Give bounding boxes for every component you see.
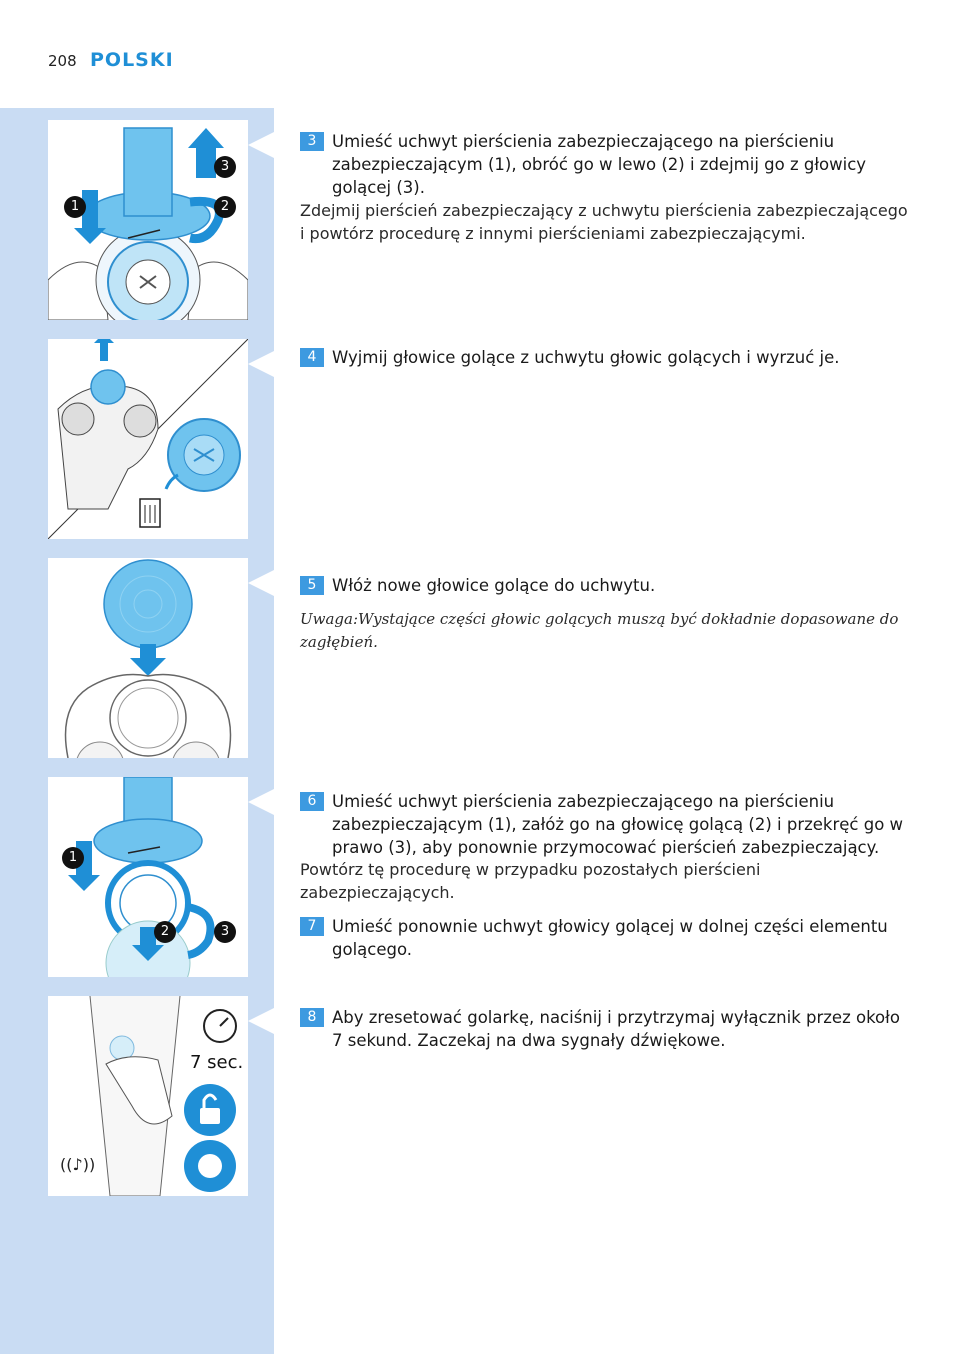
callout-label-2: 2 — [214, 196, 236, 218]
step-3 — [300, 130, 912, 199]
figure-remove-retaining-ring — [48, 120, 248, 320]
step-text: Umieść uchwyt pierścienia zabezpieczającego na pierścieniu zabezpieczającym (1), załóż go na głowicę golącą (2) i przekręć go w prawo (3), aby ponownie przymocować pierścień zabezpieczający. — [332, 792, 904, 857]
panel-pointer — [248, 1008, 274, 1034]
step-4 — [300, 346, 912, 369]
step-number-badge: 3 — [300, 132, 324, 151]
panel-pointer — [248, 570, 274, 596]
step-5 — [300, 574, 912, 597]
step-text: Umieść ponownie uchwyt głowicy golącej w dolnej części elementu golącego. — [332, 917, 888, 959]
step-number-badge: 5 — [300, 576, 324, 595]
panel-pointer — [248, 132, 274, 158]
step-number-badge: 4 — [300, 348, 324, 367]
step-text: Wyjmij głowice golące z uchwytu głowic golących i wyrzuć je. — [332, 348, 840, 367]
step-7 — [300, 915, 912, 961]
callout-label-3: 3 — [214, 921, 236, 943]
figure-insert-heads — [48, 558, 248, 758]
callout-label-3: 3 — [214, 156, 236, 178]
sound-signal-icon: ((♪)) — [60, 1155, 96, 1174]
callout-label-1: 1 — [62, 847, 84, 869]
step-number-badge: 7 — [300, 917, 324, 936]
callout-label-1: 1 — [64, 196, 86, 218]
arrow-down-icon — [130, 644, 166, 676]
reattach-ring-illustration — [48, 777, 248, 977]
arrows-overlay — [48, 120, 248, 320]
reset-shaver-illustration — [48, 996, 248, 1196]
arrow-up-icon — [94, 339, 114, 361]
page-number: 208 — [48, 52, 77, 70]
step-number-badge: 6 — [300, 792, 324, 811]
figure-reattach-ring — [48, 777, 248, 977]
step-6 — [300, 790, 912, 859]
insert-heads-illustration — [48, 558, 248, 758]
step-text: Aby zresetować golarkę, naciśnij i przytrzymaj wyłącznik przez około 7 sekund. Zaczekaj na dwa sygnały dźwiękowe. — [332, 1008, 900, 1050]
step-number-badge: 8 — [300, 1008, 324, 1027]
step-text: Umieść uchwyt pierścienia zabezpieczającego na pierścieniu zabezpieczającym (1), obróć go w lewo (2) i zdejmij go z głowicy golącej (3). — [332, 132, 867, 197]
note-step-5: Uwaga:Wystające części głowic golących muszą być dokładnie dopasowane do zagłębień. — [300, 610, 899, 651]
arrow-to-bin-icon — [166, 475, 178, 489]
power-button-icon — [110, 1036, 134, 1060]
panel-pointer — [248, 351, 274, 377]
section-language-title: POLSKI — [90, 49, 174, 71]
step-text: Włóż nowe głowice golące do uchwytu. — [332, 576, 656, 595]
panel-pointer — [248, 789, 274, 815]
timer-label: 7 sec. — [190, 1052, 244, 1073]
dispose-heads-illustration — [48, 339, 248, 539]
figure-dispose-heads — [48, 339, 248, 539]
step-3-followup: Zdejmij pierścień zabezpieczający z uchwytu pierścienia zabezpieczającego i powtórz procedurę z innymi pierścieniami zabezpieczającymi. — [300, 201, 908, 243]
callout-label-2: 2 — [154, 921, 176, 943]
step-8 — [300, 1006, 912, 1052]
figure-reset-shaver — [48, 996, 248, 1196]
rotate-right-arrow-icon — [188, 907, 211, 955]
step-6-followup: Powtórz tę procedurę w przypadku pozostałych pierścieni zabezpieczających. — [300, 860, 761, 902]
